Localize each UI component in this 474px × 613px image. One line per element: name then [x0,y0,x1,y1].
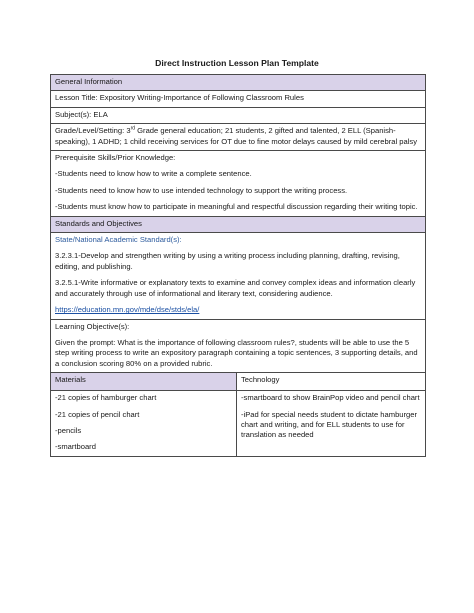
materials-technology-row [51,391,426,457]
technology-cell [237,391,426,457]
standards-heading: Standards and Objectives [51,216,426,232]
objectives-cell [51,319,426,373]
subjects-row [51,107,426,123]
grade-prefix: Grade/Level/Setting: 3 [55,126,131,136]
grade-details: Grade general education; 21 students, 2 gifted and talented, 2 ELL (Spanish-speaking), 1 ADHD; 1 child receiving services for OT due to fine motor delays caused by mild cerebral palsy [55,126,417,146]
prerequisite-heading: Prerequisite Skills/Prior Knowledge: [55,153,176,163]
standard-item: 3.2.3.1-Develop and strengthen writing by using a writing process including planning, drafting, revising, editing, and publishing. [55,251,400,271]
prerequisite-item: -Students need to know how to use intended technology to support the writing process. [55,185,348,195]
grade-superscript: rd [130,125,136,132]
standards-link[interactable]: https://education.mn.gov/mde/dse/stds/ela/ [55,305,200,315]
general-info-heading: General Information [51,75,426,91]
materials-technology-header-row [51,373,426,391]
lesson-plan-table [50,74,426,457]
objectives-heading: Learning Objective(s): [55,321,130,331]
prerequisite-item: -Students must know how to participate in meaningful and respectful discussion regarding their writing topic. [55,202,418,212]
standards-row [51,233,426,319]
document-title: Direct Instruction Lesson Plan Template [155,58,319,68]
materials-heading: Materials [51,373,237,391]
technology-item: -smartboard to show BrainPop video and pencil chart [241,393,420,403]
materials-item: -21 copies of hamburger chart [55,393,157,403]
lesson-title: Lesson Title: Expository Writing-Importance of Following Classroom Rules [51,91,426,107]
prerequisite-cell [51,151,426,217]
general-info-header-row [51,75,426,91]
materials-item: -smartboard [55,442,96,452]
technology-item: -iPad for special needs student to dictate hamburger chart and writing, and for ELL students to use for translation as needed [241,409,418,440]
subjects: Subject(s): ELA [51,107,426,123]
standards-header-row [51,216,426,232]
grade-setting [51,124,426,151]
prerequisite-row [51,151,426,217]
standard-label: State/National Academic Standard(s): [55,235,182,245]
materials-cell [51,391,237,457]
objectives-text: Given the prompt: What is the importance of following classroom rules?, students will be able to use the 5 step writing process to write an expository paragraph containing a topic sentences, 3 supporting details, and a conclusion scoring 80% on a provided rubric. [55,337,418,368]
grade-setting-row [51,124,426,151]
materials-item: -pencils [55,425,82,435]
prerequisite-item: -Students need to know how to write a complete sentence. [55,169,252,179]
standard-item: 3.2.5.1-Write informative or explanatory texts to examine and convey complex ideas and information clearly and accurately through use of informational and literary text, considering audience. [55,278,416,298]
materials-item: -21 copies of pencil chart [55,409,140,419]
standards-cell [51,233,426,319]
objectives-row [51,319,426,373]
technology-heading: Technology [237,373,426,391]
lesson-title-row [51,91,426,107]
